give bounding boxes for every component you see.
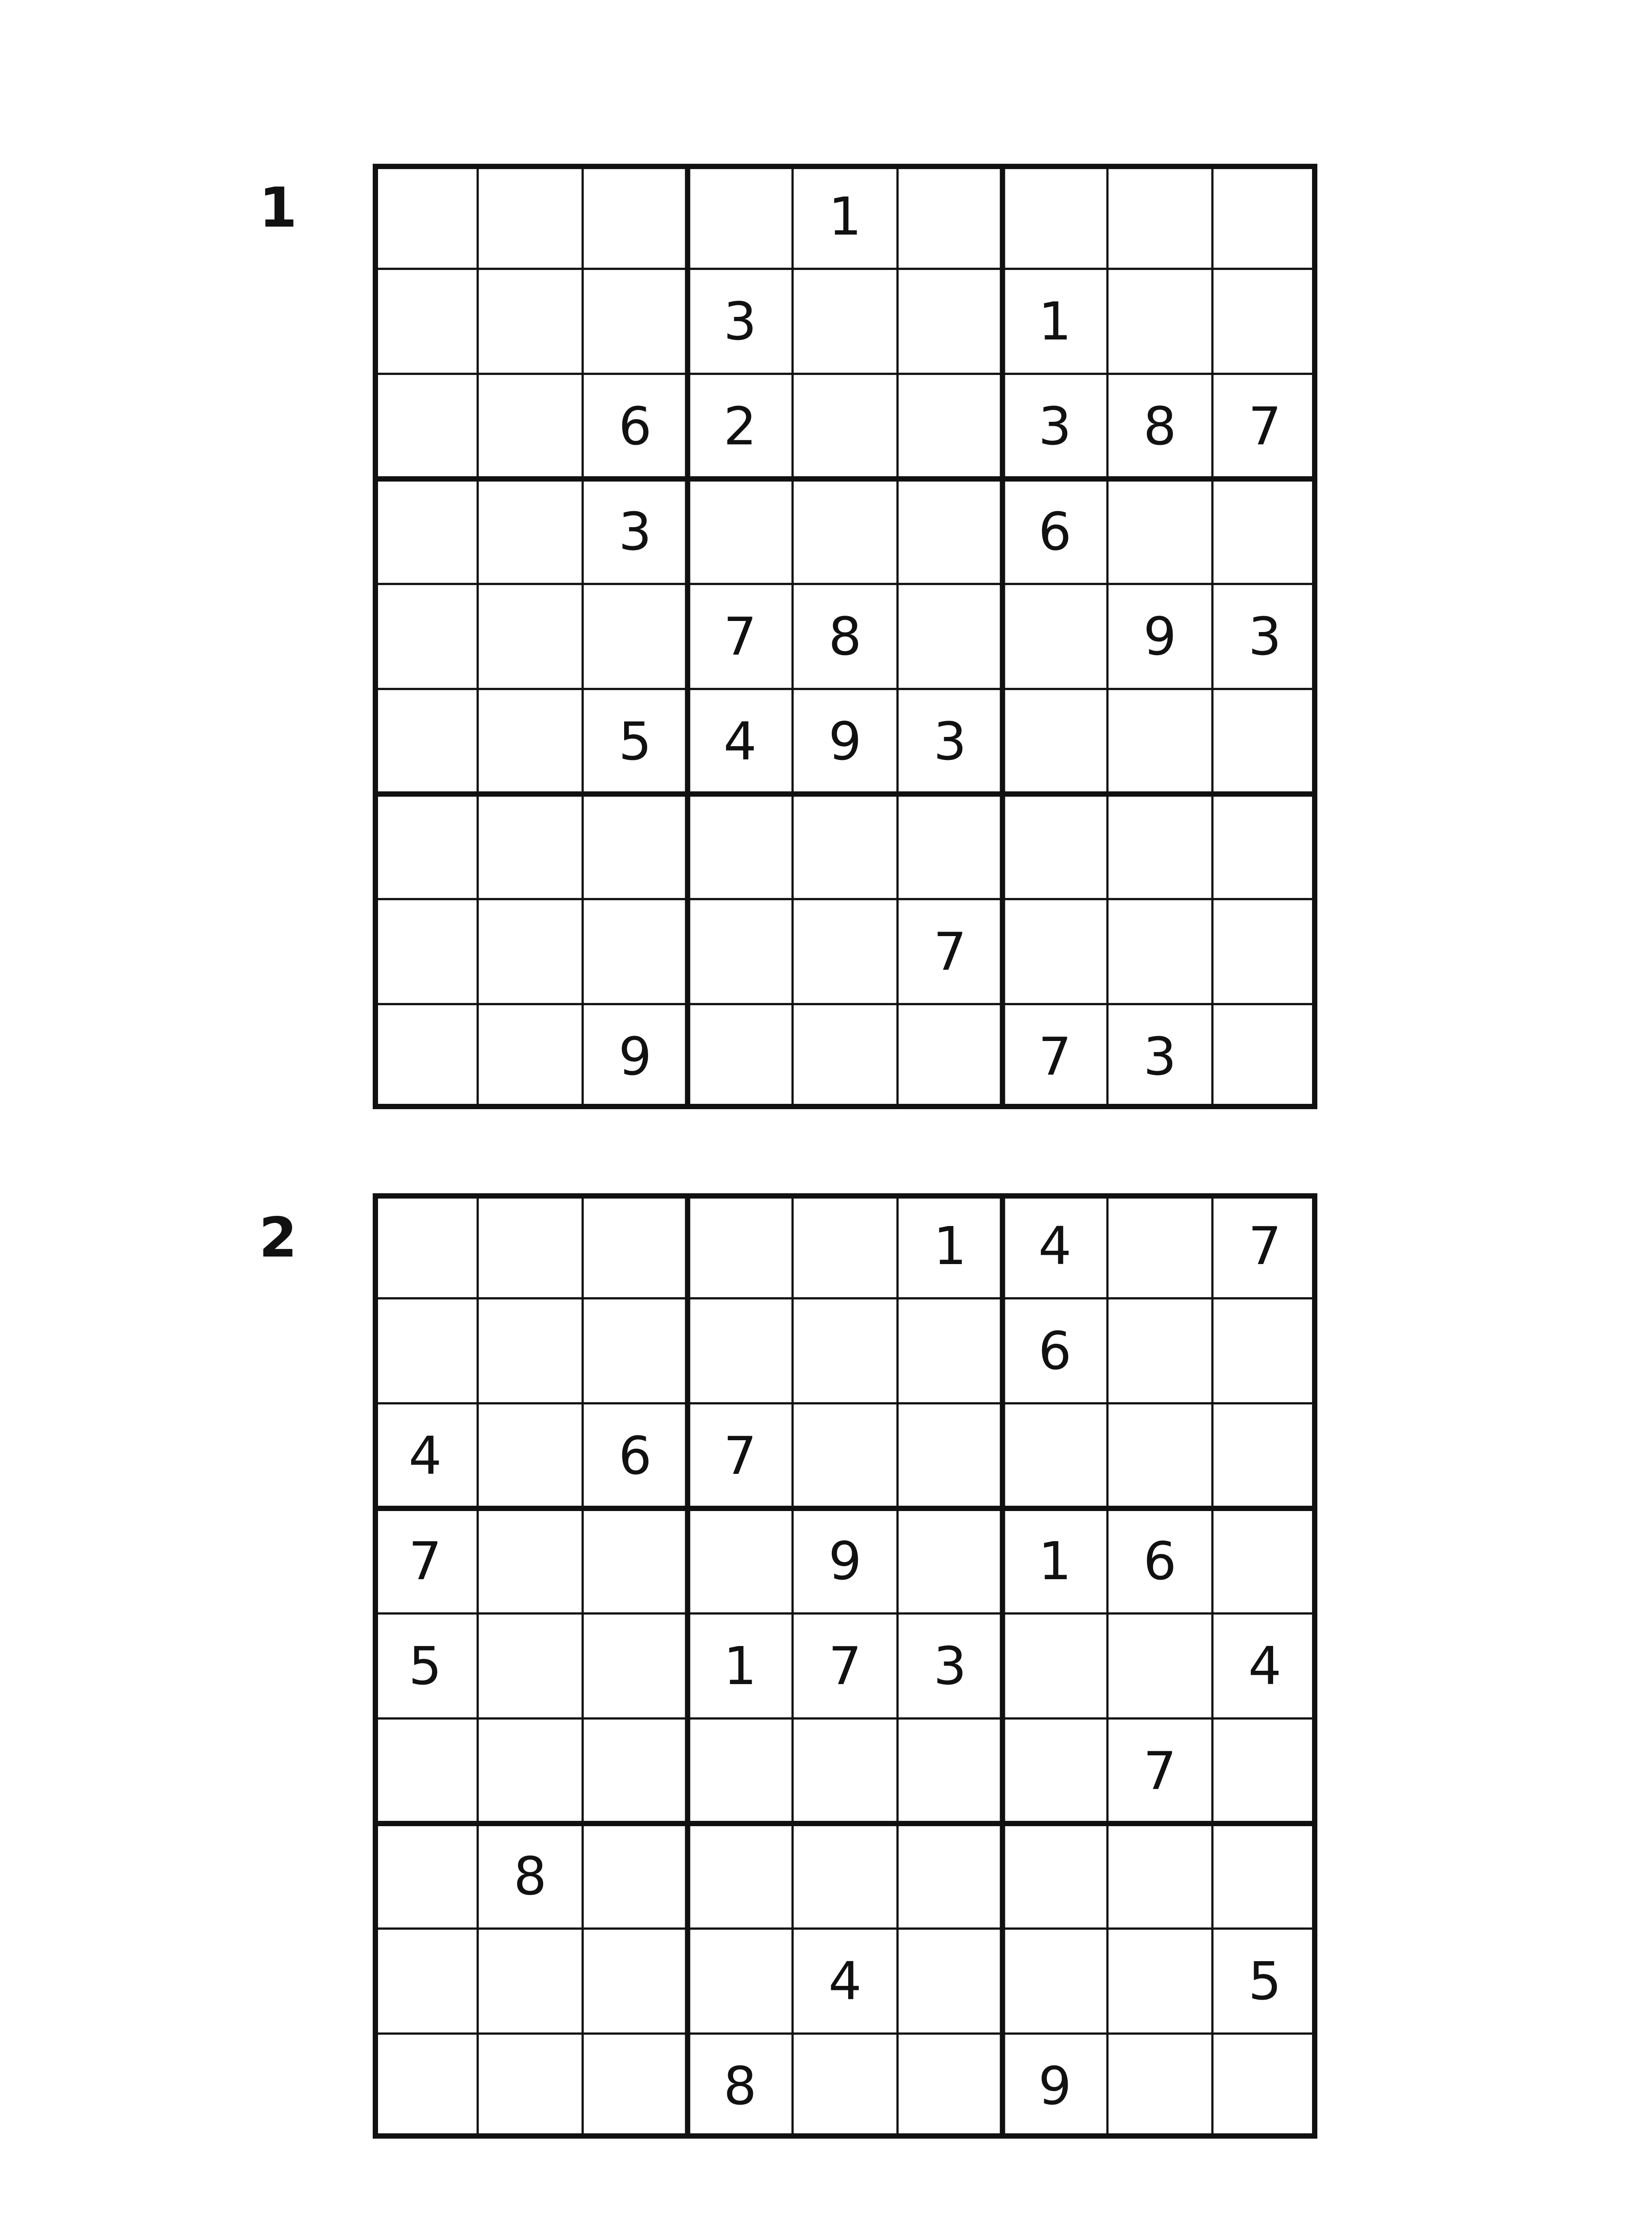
sudoku-cell-r8c8[interactable] xyxy=(1108,1928,1212,2033)
sudoku-cell-r7c5[interactable] xyxy=(792,794,897,899)
sudoku-cell-r9c2[interactable] xyxy=(478,2034,583,2139)
sudoku-cell-r2c9[interactable] xyxy=(1212,1298,1317,1403)
sudoku-cell-r4c1[interactable] xyxy=(373,479,478,584)
sudoku-cell-r5c4[interactable]: 7 xyxy=(723,605,757,667)
sudoku-cell-r5c8[interactable] xyxy=(1108,1613,1212,1718)
sudoku-cell-r5c1[interactable]: 5 xyxy=(409,1635,442,1696)
sudoku-cell-r8c6[interactable] xyxy=(898,1928,1003,2033)
sudoku-cell-r8c7[interactable] xyxy=(1003,899,1108,1004)
sudoku-cell-r7c7[interactable] xyxy=(1003,1824,1108,1928)
sudoku-cell-r6c7[interactable] xyxy=(1003,1719,1108,1824)
sudoku-cell-r7c3[interactable] xyxy=(583,1824,687,1928)
sudoku-cell-r6c9[interactable] xyxy=(1212,689,1317,794)
sudoku-cell-r4c7[interactable]: 1 xyxy=(1038,1530,1072,1592)
sudoku-cell-r3c6[interactable] xyxy=(898,374,1003,479)
sudoku-cell-r6c8[interactable]: 7 xyxy=(1143,1740,1177,1802)
sudoku-cell-r6c4[interactable] xyxy=(687,1719,792,1824)
sudoku-cell-r7c9[interactable] xyxy=(1212,794,1317,899)
sudoku-cell-r9c9[interactable] xyxy=(1212,1004,1317,1109)
sudoku-cell-r6c4[interactable]: 4 xyxy=(723,711,757,772)
sudoku-cell-r3c4[interactable]: 2 xyxy=(723,396,757,457)
sudoku-cell-r2c9[interactable] xyxy=(1212,269,1317,374)
sudoku-cell-r8c3[interactable] xyxy=(583,1928,687,2033)
sudoku-cell-r7c2[interactable] xyxy=(478,794,583,899)
sudoku-cell-r2c4[interactable] xyxy=(687,1298,792,1403)
sudoku-cell-r9c8[interactable] xyxy=(1108,2034,1212,2139)
sudoku-cell-r2c6[interactable] xyxy=(898,269,1003,374)
sudoku-cell-r9c7[interactable]: 9 xyxy=(1038,2055,1072,2117)
sudoku-cell-r3c4[interactable]: 7 xyxy=(723,1425,757,1487)
sudoku-cell-r4c3[interactable]: 3 xyxy=(618,501,652,562)
sudoku-cell-r2c6[interactable] xyxy=(898,1298,1003,1403)
sudoku-cell-r5c5[interactable]: 8 xyxy=(828,605,862,667)
sudoku-cell-r7c1[interactable] xyxy=(373,794,478,899)
sudoku-cell-r6c2[interactable] xyxy=(478,1719,583,1824)
sudoku-cell-r9c8[interactable]: 3 xyxy=(1143,1026,1177,1087)
sudoku-cell-r6c5[interactable]: 9 xyxy=(828,711,862,772)
sudoku-cell-r8c1[interactable] xyxy=(373,1928,478,2033)
sudoku-cell-r5c6[interactable] xyxy=(898,584,1003,689)
sudoku-cell-r7c7[interactable] xyxy=(1003,794,1108,899)
sudoku-cell-r3c9[interactable] xyxy=(1212,1403,1317,1508)
sudoku-cell-r5c9[interactable]: 3 xyxy=(1248,605,1281,667)
sudoku-cell-r9c3[interactable]: 9 xyxy=(618,1026,652,1087)
sudoku-cell-r8c2[interactable] xyxy=(478,1928,583,2033)
sudoku-cell-r5c7[interactable] xyxy=(1003,1613,1108,1718)
sudoku-cell-r6c6[interactable]: 3 xyxy=(933,711,967,772)
sudoku-cell-r8c2[interactable] xyxy=(478,899,583,1004)
sudoku-cell-r8c3[interactable] xyxy=(583,899,687,1004)
sudoku-cell-r3c7[interactable] xyxy=(1003,1403,1108,1508)
sudoku-cell-r4c1[interactable]: 7 xyxy=(409,1530,442,1592)
sudoku-cell-r1c2[interactable] xyxy=(478,164,583,269)
sudoku-cell-r2c8[interactable] xyxy=(1108,269,1212,374)
sudoku-cell-r5c4[interactable]: 1 xyxy=(723,1635,757,1696)
sudoku-cell-r9c9[interactable] xyxy=(1212,2034,1317,2139)
sudoku-cell-r8c5[interactable]: 4 xyxy=(828,1950,862,2012)
sudoku-cell-r8c9[interactable] xyxy=(1212,899,1317,1004)
sudoku-cell-r2c1[interactable] xyxy=(373,269,478,374)
sudoku-cell-r1c3[interactable] xyxy=(583,1193,687,1298)
sudoku-cell-r1c5[interactable] xyxy=(792,1193,897,1298)
sudoku-cell-r7c4[interactable] xyxy=(687,1824,792,1928)
sudoku-cell-r4c2[interactable] xyxy=(478,1508,583,1613)
sudoku-cell-r3c8[interactable]: 8 xyxy=(1143,396,1177,457)
sudoku-cell-r4c3[interactable] xyxy=(583,1508,687,1613)
sudoku-cell-r8c4[interactable] xyxy=(687,899,792,1004)
sudoku-cell-r1c8[interactable] xyxy=(1108,1193,1212,1298)
sudoku-cell-r4c7[interactable]: 6 xyxy=(1038,501,1072,562)
sudoku-cell-r5c3[interactable] xyxy=(583,584,687,689)
sudoku-cell-r1c2[interactable] xyxy=(478,1193,583,1298)
sudoku-cell-r2c1[interactable] xyxy=(373,1298,478,1403)
sudoku-cell-r9c5[interactable] xyxy=(792,1004,897,1109)
sudoku-cell-r2c5[interactable] xyxy=(792,1298,897,1403)
sudoku-cell-r8c7[interactable] xyxy=(1003,1928,1108,2033)
sudoku-cell-r3c9[interactable]: 7 xyxy=(1248,396,1281,457)
sudoku-cell-r3c3[interactable]: 6 xyxy=(618,396,652,457)
sudoku-cell-r7c5[interactable] xyxy=(792,1824,897,1928)
sudoku-cell-r4c6[interactable] xyxy=(898,1508,1003,1613)
sudoku-cell-r4c4[interactable] xyxy=(687,1508,792,1613)
sudoku-cell-r1c6[interactable] xyxy=(898,164,1003,269)
sudoku-cell-r9c6[interactable] xyxy=(898,2034,1003,2139)
sudoku-cell-r6c6[interactable] xyxy=(898,1719,1003,1824)
sudoku-cell-r9c3[interactable] xyxy=(583,2034,687,2139)
sudoku-cell-r2c8[interactable] xyxy=(1108,1298,1212,1403)
sudoku-cell-r3c2[interactable] xyxy=(478,1403,583,1508)
sudoku-cell-r3c7[interactable]: 3 xyxy=(1038,396,1072,457)
sudoku-cell-r6c5[interactable] xyxy=(792,1719,897,1824)
sudoku-cell-r3c5[interactable] xyxy=(792,1403,897,1508)
sudoku-cell-r5c8[interactable]: 9 xyxy=(1143,605,1177,667)
sudoku-cell-r1c1[interactable] xyxy=(373,164,478,269)
sudoku-cell-r4c9[interactable] xyxy=(1212,479,1317,584)
sudoku-cell-r7c8[interactable] xyxy=(1108,1824,1212,1928)
sudoku-board-1 xyxy=(373,164,1317,1109)
cells-1 xyxy=(373,164,1317,1109)
sudoku-cell-r1c4[interactable] xyxy=(687,164,792,269)
sudoku-cell-r9c1[interactable] xyxy=(373,1004,478,1109)
sudoku-cell-r1c3[interactable] xyxy=(583,164,687,269)
sudoku-cell-r3c8[interactable] xyxy=(1108,1403,1212,1508)
sudoku-cell-r9c2[interactable] xyxy=(478,1004,583,1109)
sudoku-cell-r9c7[interactable]: 7 xyxy=(1038,1026,1072,1087)
sudoku-cell-r2c2[interactable] xyxy=(478,269,583,374)
sudoku-cell-r9c5[interactable] xyxy=(792,2034,897,2139)
sudoku-cell-r4c9[interactable] xyxy=(1212,1508,1317,1613)
sudoku-cell-r8c1[interactable] xyxy=(373,899,478,1004)
sudoku-cell-r5c7[interactable] xyxy=(1003,584,1108,689)
sudoku-cell-r2c4[interactable]: 3 xyxy=(723,290,757,352)
sudoku-cell-r7c9[interactable] xyxy=(1212,1824,1317,1928)
sudoku-cell-r3c1[interactable] xyxy=(373,374,478,479)
sudoku-cell-r1c9[interactable] xyxy=(1212,164,1317,269)
sudoku-cell-r1c9[interactable]: 7 xyxy=(1248,1215,1281,1276)
sudoku-cell-r7c4[interactable] xyxy=(687,794,792,899)
sudoku-cell-r7c8[interactable] xyxy=(1108,794,1212,899)
sudoku-cell-r4c6[interactable] xyxy=(898,479,1003,584)
sudoku-cell-r7c6[interactable] xyxy=(898,1824,1003,1928)
sudoku-cell-r9c4[interactable]: 8 xyxy=(723,2055,757,2117)
puzzle-number-2: 2 xyxy=(259,1206,297,1270)
sudoku-cell-r5c5[interactable]: 7 xyxy=(828,1635,862,1696)
sudoku-cell-r6c3[interactable] xyxy=(583,1719,687,1824)
sudoku-cell-r1c4[interactable] xyxy=(687,1193,792,1298)
sudoku-cell-r5c3[interactable] xyxy=(583,1613,687,1718)
sudoku-cell-r8c8[interactable] xyxy=(1108,899,1212,1004)
sudoku-cell-r7c6[interactable] xyxy=(898,794,1003,899)
sudoku-cell-r3c3[interactable]: 6 xyxy=(618,1425,652,1487)
sudoku-cell-r1c7[interactable]: 4 xyxy=(1038,1215,1072,1276)
sudoku-cell-r6c8[interactable] xyxy=(1108,689,1212,794)
sudoku-cell-r8c4[interactable] xyxy=(687,1928,792,2033)
sudoku-cell-r4c8[interactable]: 6 xyxy=(1143,1530,1177,1592)
sudoku-cell-r5c1[interactable] xyxy=(373,584,478,689)
sudoku-cell-r4c5[interactable] xyxy=(792,479,897,584)
sudoku-cell-r8c6[interactable]: 7 xyxy=(933,921,967,982)
sudoku-cell-r2c3[interactable] xyxy=(583,269,687,374)
sudoku-cell-r3c5[interactable] xyxy=(792,374,897,479)
sudoku-cell-r6c1[interactable] xyxy=(373,1719,478,1824)
sudoku-cell-r6c7[interactable] xyxy=(1003,689,1108,794)
sudoku-cell-r6c2[interactable] xyxy=(478,689,583,794)
sudoku-cell-r8c9[interactable]: 5 xyxy=(1248,1950,1281,2012)
sudoku-cell-r1c6[interactable]: 1 xyxy=(933,1215,967,1276)
sudoku-cell-r9c4[interactable] xyxy=(687,1004,792,1109)
sudoku-cell-r4c8[interactable] xyxy=(1108,479,1212,584)
sudoku-cell-r1c8[interactable] xyxy=(1108,164,1212,269)
puzzle-number-1: 1 xyxy=(259,176,297,240)
sudoku-cell-r5c9[interactable]: 4 xyxy=(1248,1635,1281,1696)
sudoku-cell-r1c1[interactable] xyxy=(373,1193,478,1298)
sudoku-cell-r2c2[interactable] xyxy=(478,1298,583,1403)
sudoku-cell-r9c1[interactable] xyxy=(373,2034,478,2139)
sudoku-cell-r1c7[interactable] xyxy=(1003,164,1108,269)
sudoku-cell-r6c1[interactable] xyxy=(373,689,478,794)
sudoku-cell-r7c2[interactable]: 8 xyxy=(513,1845,547,1907)
sudoku-cell-r5c2[interactable] xyxy=(478,1613,583,1718)
sudoku-cell-r9c6[interactable] xyxy=(898,1004,1003,1109)
sudoku-cell-r2c7[interactable]: 1 xyxy=(1038,290,1072,352)
sudoku-cell-r4c5[interactable]: 9 xyxy=(828,1530,862,1592)
sudoku-cell-r7c1[interactable] xyxy=(373,1824,478,1928)
sudoku-cell-r1c5[interactable]: 1 xyxy=(828,185,862,247)
sudoku-cell-r4c4[interactable] xyxy=(687,479,792,584)
sudoku-cell-r5c2[interactable] xyxy=(478,584,583,689)
sudoku-cell-r3c1[interactable]: 4 xyxy=(409,1425,442,1487)
sudoku-cell-r6c3[interactable]: 5 xyxy=(618,711,652,772)
sudoku-cell-r6c9[interactable] xyxy=(1212,1719,1317,1824)
sudoku-cell-r3c6[interactable] xyxy=(898,1403,1003,1508)
sudoku-cell-r3c2[interactable] xyxy=(478,374,583,479)
sudoku-cell-r2c3[interactable] xyxy=(583,1298,687,1403)
sudoku-cell-r2c7[interactable]: 6 xyxy=(1038,1320,1072,1381)
sudoku-cell-r5c6[interactable]: 3 xyxy=(933,1635,967,1696)
sudoku-board-2 xyxy=(373,1193,1317,2139)
sudoku-cell-r4c2[interactable] xyxy=(478,479,583,584)
cells-2 xyxy=(373,1193,1317,2139)
sudoku-cell-r7c3[interactable] xyxy=(583,794,687,899)
sudoku-cell-r8c5[interactable] xyxy=(792,899,897,1004)
sudoku-cell-r2c5[interactable] xyxy=(792,269,897,374)
